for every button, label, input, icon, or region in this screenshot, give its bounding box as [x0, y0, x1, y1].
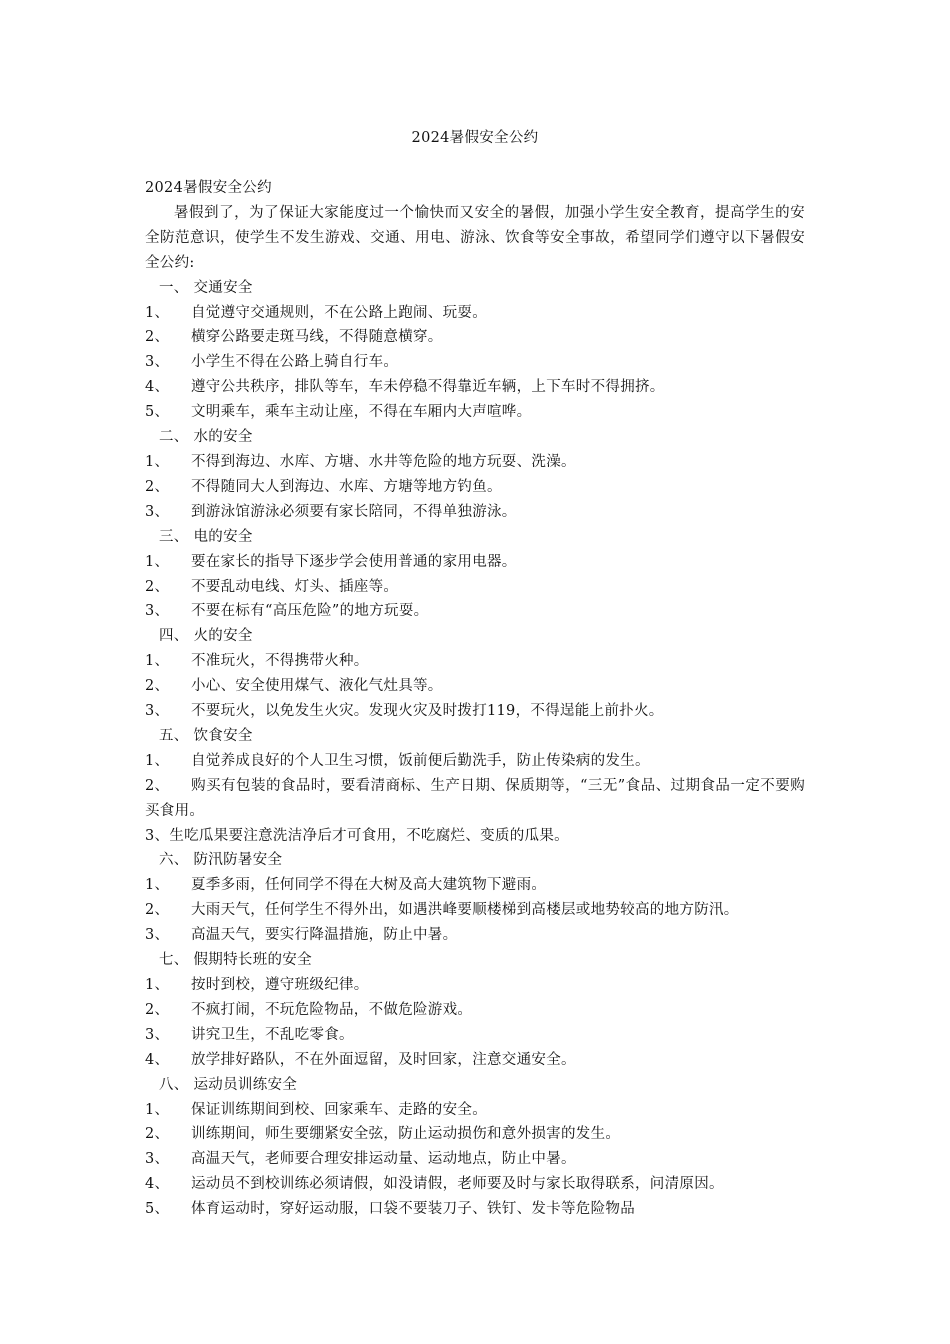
item-number: 2、	[145, 678, 170, 695]
item-number: 2、	[145, 478, 170, 495]
item-number: 1、	[145, 1101, 170, 1118]
item-number: 2、	[145, 1126, 170, 1143]
item-number: 1、	[145, 304, 170, 321]
list-item	[145, 1147, 805, 1172]
item-text: 不要玩火，以免发生火灾。发现火灾及时拨打119，不得逞能上前扑火。	[191, 703, 664, 720]
list-item	[145, 350, 805, 375]
item-text: 训练期间，师生要绷紧安全弦，防止运动损伤和意外损害的发生。	[191, 1126, 621, 1143]
item-text: 不疯打闹，不玩危险物品，不做危险游戏。	[191, 1001, 473, 1018]
item-text: 按时到校，遵守班级纪律。	[191, 977, 369, 993]
item-text: 不准玩火，不得携带火种。	[191, 653, 369, 670]
list-item	[145, 1172, 805, 1197]
item-number: 3、	[145, 354, 170, 371]
item-text: 生吃瓜果要注意洗洁净后才可食用，不吃腐烂、变质的瓜果。	[169, 827, 569, 844]
list-item	[145, 325, 805, 350]
item-number: 2、	[145, 777, 170, 794]
item-text: 保证训练期间到校、回家乘车、走路的安全。	[191, 1101, 487, 1118]
list-item	[145, 649, 805, 674]
section-heading: 二、 水的安全	[159, 429, 253, 446]
section-heading: 四、 火的安全	[159, 628, 253, 645]
item-number: 5、	[145, 404, 170, 421]
item-number: 3、	[145, 927, 170, 944]
item-text: 小心、安全使用煤气、液化气灶具等。	[191, 678, 443, 695]
list-item	[145, 450, 805, 475]
item-text: 夏季多雨，任何同学不得在大树及高大建筑物下避雨。	[191, 877, 547, 894]
item-number: 4、	[145, 1176, 170, 1193]
item-number: 3、	[145, 1151, 170, 1168]
section-heading: 三、 电的安全	[159, 528, 253, 545]
item-text: 文明乘车，乘车主动让座，不得在车厢内大声喧哗。	[191, 404, 532, 421]
document-title: 2024暑假安全公约	[411, 130, 539, 146]
list-item	[145, 575, 805, 600]
item-text: 大雨天气，任何学生不得外出，如遇洪峰要顺楼梯到高楼层或地势较高的地方防汛。	[191, 902, 739, 919]
list-item	[145, 873, 805, 898]
list-item	[145, 400, 805, 425]
item-text: 高温天气，要实行降温措施，防止中暑。	[191, 927, 458, 944]
list-item	[145, 824, 805, 849]
list-item	[145, 923, 805, 948]
item-number: 1、	[145, 752, 170, 769]
item-number: 1、	[145, 553, 170, 570]
item-text: 购买有包装的食品时，要看清商标、生产日期、保质期等，“三无”食品、过期食品一定不要购买食用。	[145, 777, 805, 819]
item-number: 4、	[145, 1051, 170, 1068]
item-number: 2、	[145, 578, 170, 595]
item-number: 3、	[145, 1026, 170, 1043]
item-text: 要在家长的指导下逐步学会使用普通的家用电器。	[191, 553, 517, 570]
list-item	[145, 749, 805, 774]
section-heading: 六、 防汛防暑安全	[159, 852, 283, 869]
list-item	[145, 674, 805, 699]
item-number: 1、	[145, 977, 170, 993]
section-heading: 七、 假期特长班的安全	[159, 952, 312, 969]
item-number: 2、	[145, 329, 170, 346]
item-text: 自觉遵守交通规则，不在公路上跑闹、玩耍。	[191, 304, 487, 321]
item-number: 3、	[145, 703, 170, 720]
item-text: 到游泳馆游泳必须要有家长陪同，不得单独游泳。	[191, 503, 517, 520]
item-text: 高温天气，老师要合理安排运动量、运动地点，防止中暑。	[191, 1151, 576, 1168]
list-item	[145, 973, 805, 998]
section-heading: 一、 交通安全	[159, 279, 253, 296]
list-item	[145, 1098, 805, 1123]
list-item	[145, 550, 805, 575]
document-subtitle: 2024暑假安全公约	[145, 180, 272, 196]
section-heading: 五、 饮食安全	[159, 727, 253, 744]
list-item	[145, 599, 805, 624]
list-item	[145, 998, 805, 1023]
item-text: 不得到海边、水库、方塘、水井等危险的地方玩耍、洗澡。	[191, 453, 576, 470]
list-item	[145, 475, 805, 500]
item-number: 1、	[145, 653, 170, 670]
item-text: 体育运动时，穿好运动服，口袋不要装刀子、铁钉、发卡等危险物品	[191, 1201, 635, 1218]
item-number: 1、	[145, 453, 170, 470]
item-number: 3、	[145, 827, 170, 844]
list-item	[145, 301, 805, 326]
item-text: 不得随同大人到海边、水库、方塘等地方钓鱼。	[191, 478, 502, 495]
intro-paragraph: 暑假到了，为了保证大家能度过一个愉快而又安全的暑假，加强小学生安全教育，提高学生的安全防范意识，使学生不发生游戏、交通、用电、游泳、饮食等安全事故，希望同学们遵守以下暑假安全公约:	[145, 204, 805, 271]
list-item	[145, 1197, 805, 1222]
item-number: 3、	[145, 603, 170, 620]
item-number: 4、	[145, 379, 170, 396]
item-text: 不要乱动电线、灯头、插座等。	[191, 578, 399, 595]
item-number: 1、	[145, 877, 170, 894]
list-item	[145, 500, 805, 525]
item-number: 2、	[145, 1001, 170, 1018]
section-heading: 八、 运动员训练安全	[159, 1076, 298, 1093]
list-item	[145, 1122, 805, 1147]
item-text: 运动员不到校训练必须请假，如没请假，老师要及时与家长取得联系，问清原因。	[191, 1176, 724, 1193]
item-text: 遵守公共秩序，排队等车，车未停稳不得靠近车辆，上下车时不得拥挤。	[191, 379, 665, 396]
item-number: 3、	[145, 503, 170, 520]
list-item	[145, 699, 805, 724]
list-item	[145, 898, 805, 923]
item-text: 不要在标有“高压危险”的地方玩耍。	[191, 603, 429, 620]
item-text: 自觉养成良好的个人卫生习惯，饭前便后勤洗手，防止传染病的发生。	[191, 752, 650, 769]
list-item	[145, 1048, 805, 1073]
sections-container	[145, 276, 805, 1222]
item-number: 2、	[145, 902, 170, 919]
item-text: 小学生不得在公路上骑自行车。	[191, 354, 399, 371]
list-item	[145, 774, 805, 824]
list-item	[145, 375, 805, 400]
list-item	[145, 1023, 805, 1048]
item-text: 横穿公路要走斑马线，不得随意横穿。	[191, 329, 443, 346]
document-body	[145, 176, 805, 1222]
item-text: 讲究卫生，不乱吃零食。	[191, 1026, 354, 1043]
item-text: 放学排好路队，不在外面逗留，及时回家，注意交通安全。	[191, 1051, 576, 1068]
item-number: 5、	[145, 1201, 170, 1218]
